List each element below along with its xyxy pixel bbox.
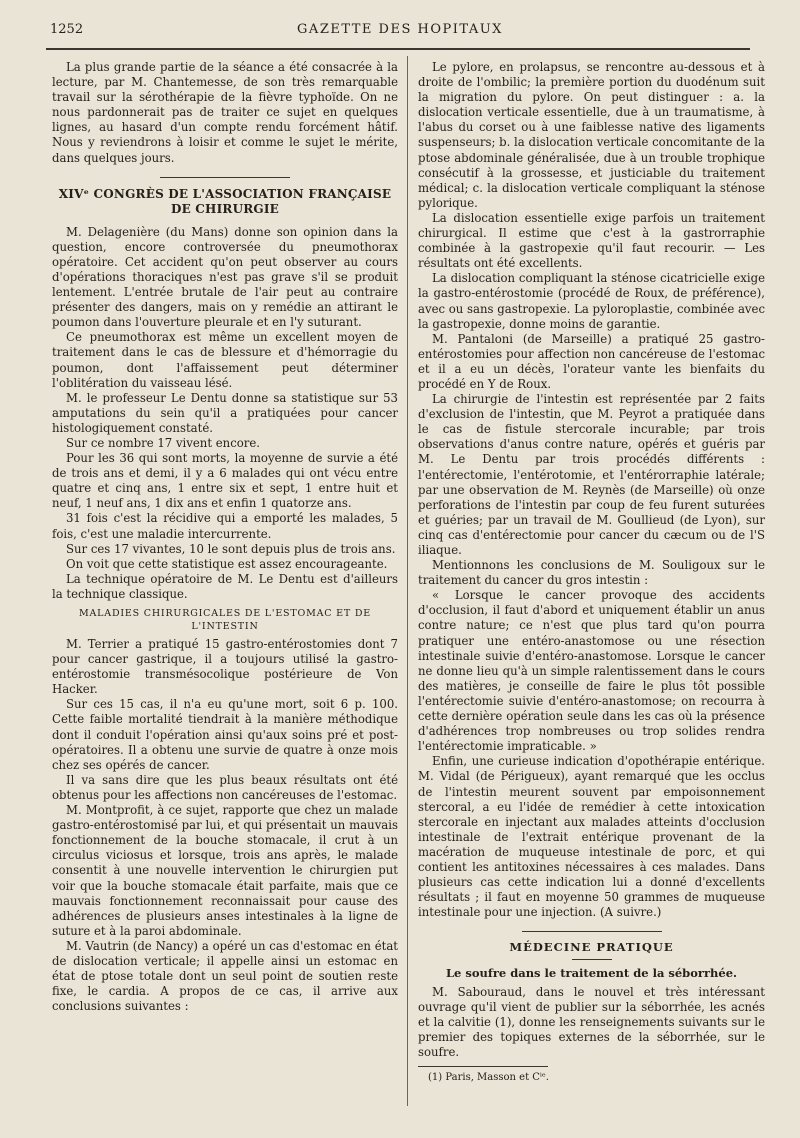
paragraph: M. Pantaloni (de Marseille) a pratiqué 25 gastro-entérostomies pour affection non cancéreuse de l'estomac et il a eu un décès, l'orateur vante les bienfaits du procédé en Y de Roux. (418, 331, 765, 391)
footnote: (1) Paris, Masson et Cⁱᵉ. (428, 1072, 549, 1083)
paragraph: M. Sabouraud, dans le nouvel et très intéressant ouvrage qu'il vient de publier sur la séborrhée, les acnés et la calvitie (1), donne les renseignements suivants sur le premier des topiques externes de la séborrhée, sur le soufre. (418, 984, 765, 1059)
column-divider (407, 56, 408, 1106)
paragraph: Sur ces 17 vivantes, 10 le sont depuis plus de trois ans. (66, 541, 396, 556)
left-column (52, 60, 398, 1014)
paragraph: La technique opératoire de M. Le Dentu est d'ailleurs la technique classique. (52, 571, 398, 601)
paragraph: La dislocation essentielle exige parfois un traitement chirurgical. Il estime que c'est à la gastrorraphie combinée à la gastropexie qu'il faut recourir. — Les résultats ont été excellents. (418, 210, 765, 271)
subsection-title-soufre: Le soufre dans le traitement de la séborrhée. (445, 966, 738, 981)
paragraph: Ce pneumothorax est même un excellent moyen de traitement dans le cas de blessure et d'hémorragie du poumon, dont l'affaissement peut déterminer l'oblitération du vaisseau lésé. (52, 330, 398, 390)
ornament-separator (160, 171, 290, 181)
page-header (50, 20, 750, 44)
paragraph: M. Delagenière (du Mans) donne son opinion dans la question, encore controversée du pneumothorax opératoire. Cet accident qu'on peut observer au cours d'opérations thoraciques n'est pas grave s'il se produit lentement. L'entrée brutale de l'air peut au contraire présenter des dangers, mais on y remédie an attirant le poumon dans l'ouverture pleurale et en l'y suturant. (52, 224, 398, 330)
header-rule (46, 48, 750, 50)
ornament-separator (522, 925, 662, 935)
journal-title: GAZETTE DES HOPITAUX (297, 22, 503, 37)
intro-paragraph: La plus grande partie de la séance a été consacrée à la lecture, par M. Chantemesse, de son très remarquable travail sur la sérothérapie de la fièvre typhoïde. On ne nous pardonnerait pas de traiter ce sujet en quelques lignes, au hasard d'un compte rendu forcément hâtif. Nous y reviendrons à loisir et comme le sujet le mérite, dans quelques jours. (52, 60, 398, 165)
paragraph: M. le professeur Le Dentu donne sa statistique sur 53 amputations du sein qu'il a pratiquées pour cancer histologiquement constaté. (52, 390, 398, 435)
section-title-congres: XIVᵉ CONGRÈS DE L'ASSOCIATION FRANÇAISE DE CHIRURGIE (58, 186, 392, 216)
paragraph: Enfin, une curieuse indication d'opothérapie entérique. M. Vidal (de Périgueux), ayant remarqué que les occlus de l'intestin meurent souvent par empoisonnement stercoral, a eu l'idée de remédier à cette intoxication stercorale en injectant aux malades atteints d'occlusion intestinale de l'extrait entérique provenant de la macération de muqueuse intestinale de porc, et qui contient les antitoxines nécessaires à ces malades. Dans plusieurs cas cette indication lui a donné d'excellents résultats ; il faut en moyenne 50 grammes de muqueuse intestinale pour une injection. (A suivre.) (418, 754, 765, 920)
paragraph: Pour les 36 qui sont morts, la moyenne de survie a été de trois ans et demi, il y a 6 malades qui ont vécu entre quatre et cinq ans, 1 entre six et sept, 1 entre huit et neuf, 1 neuf ans, 1 dix ans et enfin 1 quatorze ans. (52, 451, 398, 511)
paragraph: 31 fois c'est la récidive qui a emporté les malades, 5 fois, c'est une maladie intercurrente. (52, 511, 398, 541)
short-rule (572, 959, 612, 960)
paragraph: Le pylore, en prolapsus, se rencontre au-dessous et à droite de l'ombilic; la première portion du duodénum suit la migration du pylore. On peut distinguer : a. la dislocation verticale essentielle, due à un traumatisme, à l'abus du corset ou à une faiblesse native des ligaments suspenseurs; b. la dislocation verticale concomitante de la ptose abdominale généralisée, due à un trouble trophique consécutif à la grossesse, et justiciable du traitement médical; c. la dislocation verticale compliquant la sténose pylorique. (418, 60, 765, 210)
paragraph: Mentionnons les conclusions de M. Souligoux sur le traitement du cancer du gros intestin : (418, 558, 765, 588)
paragraph: La chirurgie de l'intestin est représentée par 2 faits d'exclusion de l'intestin, que M. Peyrot a pratiquée dans le cas de fistule stercorale incurable; par trois observations d'anus contre nature, opérés et guéris par M. Le Dentu par trois procédés différents : l'entérectomie, l'entérotomie, et l'entérorraphie latérale; par une observation de M. Reynès (de Marseille) où onze perforations de l'intestin par coup de feu furent suturées et guéries; par un travail de M. Goullieud (de Lyon), sur cinq cas d'entérectomie pour cancer du cæcum ou de l'S iliaque. (418, 392, 765, 557)
paragraph: M. Montprofit, à ce sujet, rapporte que chez un malade gastro-entérostomisé par lui, et qui présentait un mauvais fonctionnement de la bouche stomacale, il crut à un circulus viciosus et lorsque, trois ans après, le malade consentit à une nouvelle intervention le chirurgien put voir que la bouche stomacale était parfaite, mais que ce mauvais fonctionnement reconnaissait pour cause des adhérences de plusieurs anses intestinales à la ligne de suture et à la paroi abdominale. (52, 803, 398, 938)
paragraph: M. Terrier a pratiqué 15 gastro-entérostomies dont 7 pour cancer gastrique, il a toujours utilisé la gastro-entérostomie transmésocolique postérieure de Von Hacker. (52, 637, 398, 697)
footnote-rule (418, 1066, 548, 1067)
page-number: 1252 (50, 22, 84, 37)
paragraph: Il va sans dire que les plus beaux résultats ont été obtenus pour les affections non cancéreuses de l'estomac. (52, 772, 398, 802)
paragraph: Sur ce nombre 17 vivent encore. (66, 435, 260, 450)
paragraph: M. Vautrin (de Nancy) a opéré un cas d'estomac en état de dislocation verticale; il appelle ainsi un estomac en état de ptose totale dont un seul point de soutien reste fixe, le cardia. A propos de ce cas, il arrive aux conclusions suivantes : (52, 938, 398, 1014)
paragraph: La dislocation compliquant la sténose cicatricielle exige la gastro-entérostomie (procédé de Roux, de préférence), avec ou sans gastropexie. La pyloroplastie, combinée avec la gastropexie, donne moins de garantie. (418, 271, 765, 331)
paragraph: On voit que cette statistique est assez encourageante. (66, 556, 388, 571)
subheading-maladies: MALADIES CHIRURGICALES DE L'ESTOMAC ET DE L'INTESTIN (78, 608, 372, 632)
section-title-medecine: MÉDECINE PRATIQUE (509, 940, 674, 955)
right-column (418, 60, 765, 1084)
paragraph: Sur ces 15 cas, il n'a eu qu'une mort, soit 6 p. 100. Cette faible mortalité tiendrait à la manière méthodique dont il conduit l'opération ainsi qu'aux soins pré et post-opératoires. Il a obtenu une survie de quatre à onze mois chez ses opérés de cancer. (52, 697, 398, 772)
paragraph: « Lorsque le cancer provoque des accidents d'occlusion, il faut d'abord et uniquement établir un anus contre nature; ce n'est que plus tard qu'on pourra pratiquer une entéro-anastomose ou une résection intestinale suivie d'entéro-anastomose. Lorsque le cancer ne donne lieu qu'à un simple ralentissement dans le cours des matières, je conseille de faire le plus tôt possible l'entérectomie suivie d'entéro-anastomose; on recourra à cette dernière opération seule dans les cas où la présence d'adhérences trop nombreuses ou trop solides rendra l'entérectomie impraticable. » (418, 588, 765, 754)
